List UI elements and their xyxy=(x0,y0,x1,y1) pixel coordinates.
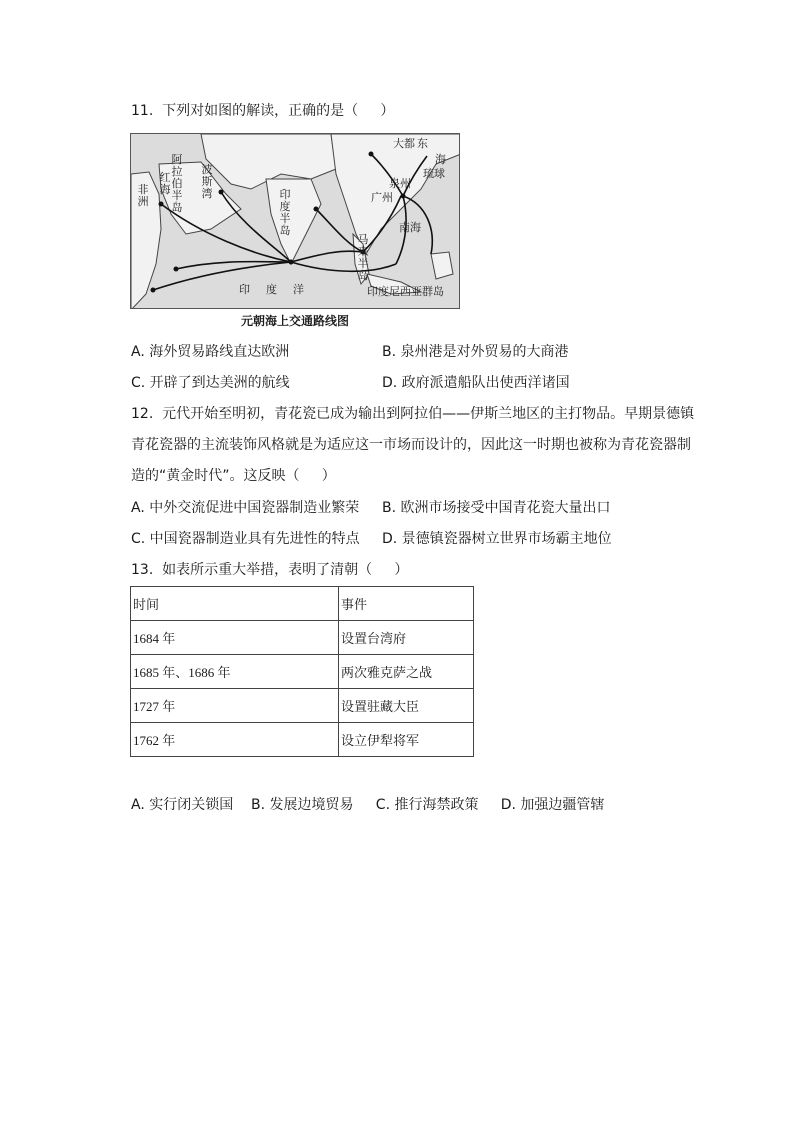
map-label-dadu: 大都 xyxy=(393,137,415,150)
map-label-africa: 非洲 xyxy=(137,183,149,208)
header-time: 时间 xyxy=(131,587,339,621)
map-label-india: 印度半岛 xyxy=(279,188,291,237)
map-label-guangzhou: 广州 xyxy=(371,191,393,204)
table-row xyxy=(131,655,474,689)
row-event: 两次雅克萨之战 xyxy=(339,655,474,689)
q12-stem-line2: 青花瓷器的主流装饰风格就是为适应这一市场而设计的，因此这一时期也被称为青花瓷器制 xyxy=(131,437,691,453)
q12-option-d: D. 景德镇瓷器树立世界市场霸主地位 xyxy=(382,531,612,547)
map-label-indonesia: 印度尼西亚群岛 xyxy=(367,285,444,298)
q12-stem-line3: 造的“黄金时代”。这反映（ ） xyxy=(131,468,336,484)
row-event: 设置台湾府 xyxy=(339,621,474,655)
row-time: 1762 年 xyxy=(131,723,339,757)
map-label-malay: 马来半岛 xyxy=(357,233,369,282)
row-time: 1727 年 xyxy=(131,689,339,723)
header-event: 事件 xyxy=(339,587,474,621)
q12-option-a: A. 中外交流促进中国瓷器制造业繁荣 xyxy=(131,500,360,516)
q12-stem-line1: 12. 元代开始至明初，青花瓷已成为输出到阿拉伯——伊斯兰地区的主打物品。早期景德镇 xyxy=(131,406,695,422)
q11-option-d: D. 政府派遣船队出使西洋诸国 xyxy=(382,375,570,391)
map-label-south-sea: 南海 xyxy=(399,221,421,234)
map-label-strait: 海 xyxy=(435,153,446,166)
row-time: 1684 年 xyxy=(131,621,339,655)
map-label-indian-ocean: 印度洋 xyxy=(239,283,320,296)
row-event: 设立伊犁将军 xyxy=(339,723,474,757)
map-label-persian-gulf: 波斯湾 xyxy=(201,163,213,200)
q11-option-c: C. 开辟了到达美洲的航线 xyxy=(131,375,290,391)
q13-stem: 13. 如表所示重大举措，表明了清朝（ ） xyxy=(131,562,409,578)
q11-option-b: B. 泉州港是对外贸易的大商港 xyxy=(382,344,569,360)
map-caption: 元朝海上交通路线图 xyxy=(240,314,349,328)
map-label-east: 东 xyxy=(417,137,428,150)
map-label-ryukyu: 琉球 xyxy=(423,167,445,180)
table-row xyxy=(131,621,474,655)
table-header-row xyxy=(131,587,474,621)
q11-option-a: A. 海外贸易路线直达欧洲 xyxy=(131,344,290,360)
q12-option-b: B. 欧洲市场接受中国青花瓷大量出口 xyxy=(382,500,611,516)
row-event: 设置驻藏大臣 xyxy=(339,689,474,723)
map-label-quanzhou: 泉州 xyxy=(389,177,411,190)
map-label-red-sea: 红海 xyxy=(159,171,171,196)
q12-option-c: C. 中国瓷器制造业具有先进性的特点 xyxy=(131,531,360,547)
q11-stem: 11. 下列对如图的解读，正确的是（ ） xyxy=(131,103,395,119)
table-row xyxy=(131,723,474,757)
qing-measures-table xyxy=(130,586,474,757)
row-time: 1685 年、1686 年 xyxy=(131,655,339,689)
yuan-maritime-route-map xyxy=(130,133,460,309)
map-label-arabia: 阿拉伯半岛 xyxy=(171,153,183,214)
table-row xyxy=(131,689,474,723)
q13-options: A. 实行闭关锁国 B. 发展边境贸易 C. 推行海禁政策 D. 加强边疆管辖 xyxy=(131,797,605,813)
